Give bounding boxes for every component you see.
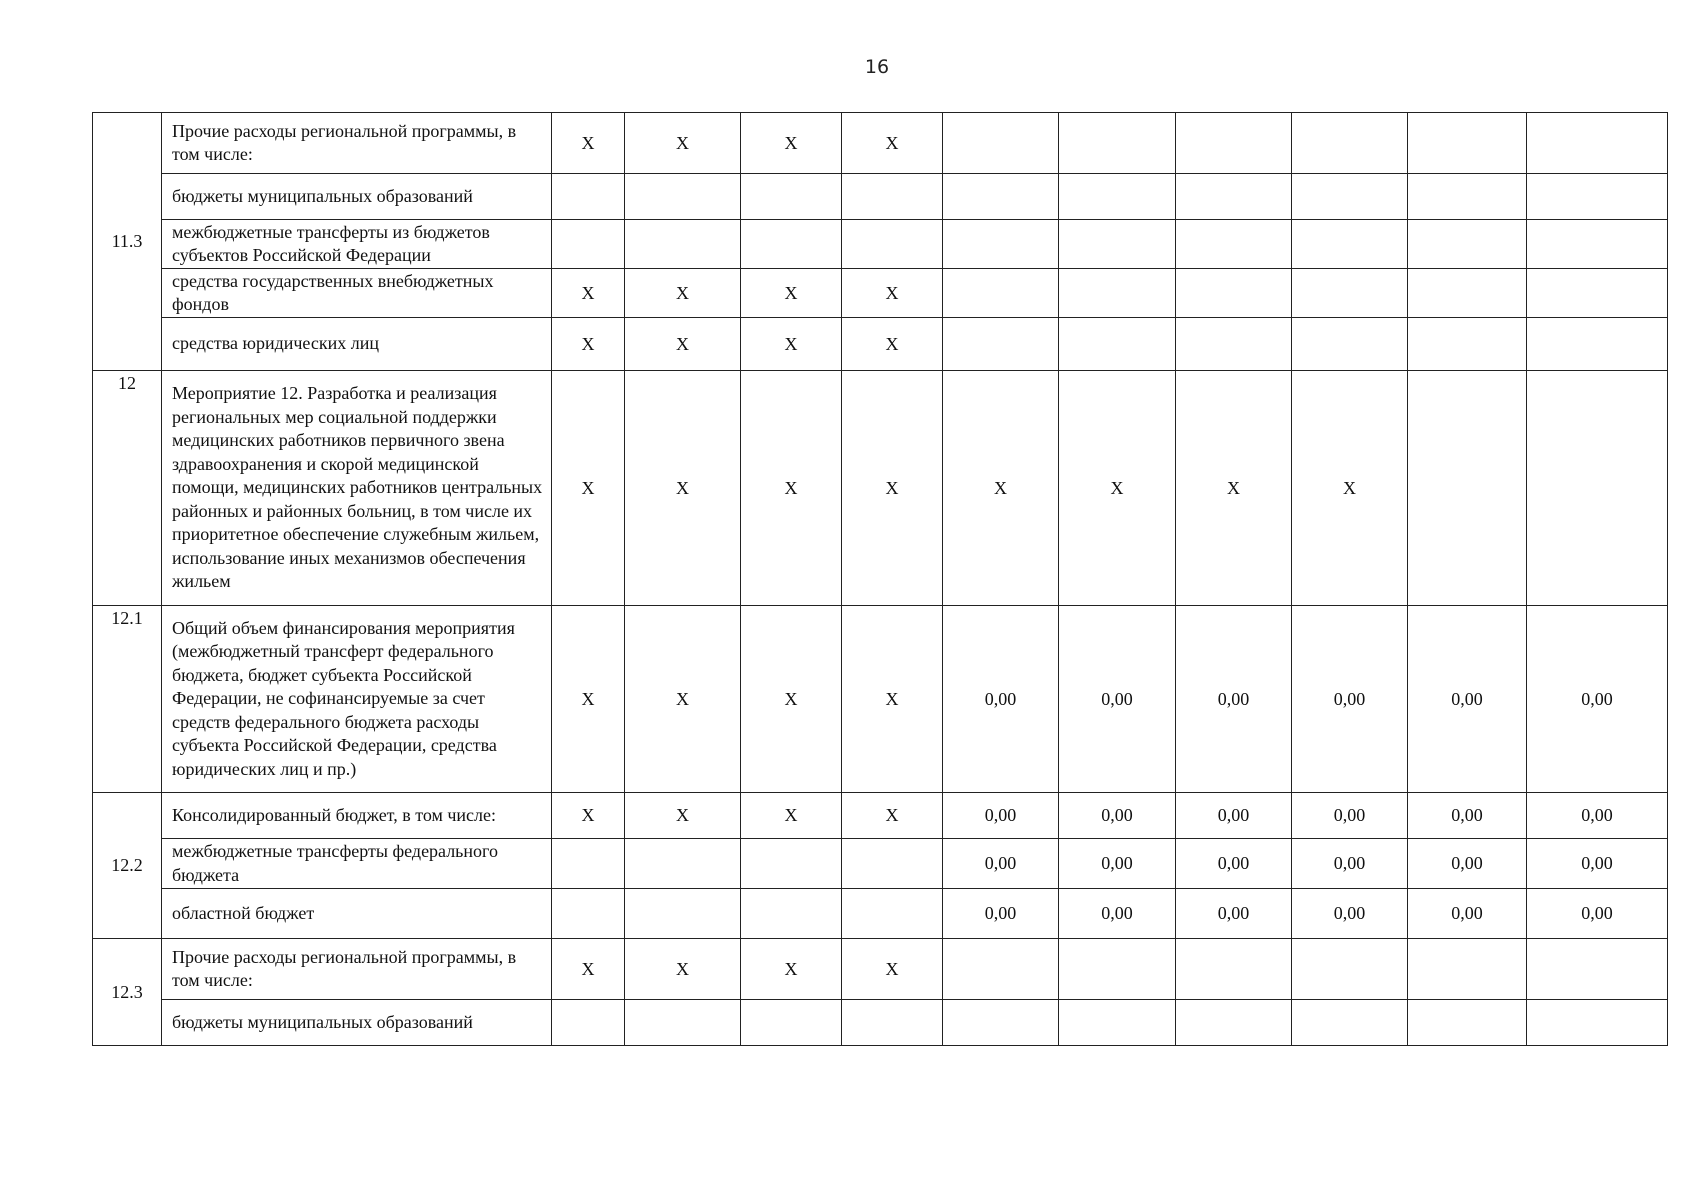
row-description: бюджеты муниципальных образований [162,174,552,220]
value-cell [1527,939,1668,1000]
value-cell [1408,269,1527,318]
value-cell: X [1059,371,1176,606]
value-cell [1176,1000,1292,1046]
value-cell [943,318,1059,371]
value-cell [842,1000,943,1046]
row-description: средства юридических лиц [162,318,552,371]
table-row [93,269,1668,318]
value-cell [1527,371,1668,606]
value-cell [552,889,625,939]
value-cell: X [741,318,842,371]
value-cell: X [842,269,943,318]
table-row [93,793,1668,839]
value-cell [625,220,741,269]
value-cell [1059,113,1176,174]
value-cell: 0,00 [1408,889,1527,939]
value-cell: X [741,371,842,606]
value-cell: 0,00 [943,839,1059,889]
row-description: Прочие расходы региональной программы, в том числе: [162,113,552,174]
value-cell: X [741,269,842,318]
value-cell [1292,318,1408,371]
value-cell [943,220,1059,269]
value-cell: 0,00 [1176,606,1292,793]
value-cell: X [625,318,741,371]
value-cell [1292,939,1408,1000]
value-cell: 0,00 [1059,889,1176,939]
value-cell [943,113,1059,174]
value-cell: X [842,371,943,606]
value-cell [1527,318,1668,371]
row-number: 11.3 [93,113,162,371]
value-cell: 0,00 [1176,839,1292,889]
row-description: областной бюджет [162,889,552,939]
value-cell [552,174,625,220]
row-description: Общий объем финансирования мероприятия (межбюджетный трансферт федерального бюджета, бюджет субъекта Российской Федерации, не софинансируемые за счет средств федерального бюджета расходы субъекта Российской Федерации, средства юридических лиц и пр.) [162,606,552,793]
value-cell [741,1000,842,1046]
budget-table-container [92,112,1668,1046]
value-cell [741,889,842,939]
value-cell: 0,00 [1059,606,1176,793]
value-cell [943,174,1059,220]
value-cell [943,939,1059,1000]
row-description: бюджеты муниципальных образований [162,1000,552,1046]
value-cell: 0,00 [1527,889,1668,939]
table-row [93,220,1668,269]
value-cell [1059,174,1176,220]
value-cell [1408,1000,1527,1046]
value-cell [625,174,741,220]
value-cell [1527,174,1668,220]
row-description: Прочие расходы региональной программы, в том числе: [162,939,552,1000]
value-cell: 0,00 [1059,839,1176,889]
value-cell: 0,00 [1176,889,1292,939]
row-description: межбюджетные трансферты из бюджетов субъектов Российской Федерации [162,220,552,269]
value-cell [1292,1000,1408,1046]
value-cell: 0,00 [1292,793,1408,839]
table-row [93,839,1668,889]
value-cell: X [625,269,741,318]
value-cell [1408,939,1527,1000]
value-cell: X [552,113,625,174]
value-cell: X [552,269,625,318]
value-cell [1059,939,1176,1000]
row-number: 12 [93,371,162,606]
value-cell [1408,113,1527,174]
value-cell: X [741,606,842,793]
value-cell: X [842,606,943,793]
value-cell: 0,00 [1527,793,1668,839]
value-cell: X [741,113,842,174]
value-cell [1059,318,1176,371]
value-cell [1176,318,1292,371]
value-cell: 0,00 [943,889,1059,939]
budget-table [92,112,1668,1046]
value-cell: 0,00 [1059,793,1176,839]
value-cell: X [625,606,741,793]
value-cell: X [552,371,625,606]
value-cell: 0,00 [1292,839,1408,889]
value-cell [1408,174,1527,220]
value-cell: 0,00 [1527,839,1668,889]
value-cell [1176,174,1292,220]
value-cell: X [842,939,943,1000]
value-cell [1176,939,1292,1000]
value-cell: X [625,793,741,839]
page-number: 16 [864,56,890,78]
value-cell: X [842,793,943,839]
value-cell: X [625,113,741,174]
value-cell [1176,113,1292,174]
value-cell [1408,371,1527,606]
row-number: 12.3 [93,939,162,1046]
value-cell [1527,269,1668,318]
value-cell [741,174,842,220]
value-cell: 0,00 [1408,793,1527,839]
value-cell: X [1176,371,1292,606]
value-cell [1059,1000,1176,1046]
value-cell: X [943,371,1059,606]
value-cell [625,889,741,939]
value-cell: X [625,939,741,1000]
value-cell [741,220,842,269]
value-cell [1292,269,1408,318]
value-cell: X [552,793,625,839]
table-row [93,889,1668,939]
value-cell: X [625,371,741,606]
row-number: 12.2 [93,793,162,939]
row-number: 12.1 [93,606,162,793]
row-description: межбюджетные трансферты федерального бюджета [162,839,552,889]
row-description: Консолидированный бюджет, в том числе: [162,793,552,839]
value-cell: X [741,793,842,839]
value-cell [1292,113,1408,174]
value-cell [842,174,943,220]
value-cell [943,269,1059,318]
value-cell [1527,220,1668,269]
value-cell: X [552,939,625,1000]
table-row [93,371,1668,606]
value-cell [1292,174,1408,220]
value-cell [842,839,943,889]
value-cell: X [842,318,943,371]
value-cell [1408,220,1527,269]
table-row [93,606,1668,793]
value-cell [552,1000,625,1046]
value-cell [1408,318,1527,371]
value-cell [842,220,943,269]
table-row [93,939,1668,1000]
value-cell: X [552,318,625,371]
value-cell: X [741,939,842,1000]
value-cell: 0,00 [1292,606,1408,793]
row-description: средства государственных внебюджетных фондов [162,269,552,318]
table-row [93,174,1668,220]
value-cell [552,220,625,269]
value-cell: 0,00 [1408,606,1527,793]
value-cell [625,839,741,889]
value-cell [625,1000,741,1046]
table-row [93,318,1668,371]
row-description: Мероприятие 12. Разработка и реализация региональных мер социальной поддержки медицинских работников первичного звена здравоохранения и скорой медицинской помощи, медицинских работников центральных районных и районных больниц, в том числе их приоритетное обеспечение служебным жильем, использование иных механизмов обеспечения жильем [162,371,552,606]
value-cell: 0,00 [943,606,1059,793]
value-cell [1176,220,1292,269]
value-cell [741,839,842,889]
value-cell [552,839,625,889]
value-cell: 0,00 [943,793,1059,839]
value-cell: 0,00 [1176,793,1292,839]
value-cell: 0,00 [1408,839,1527,889]
value-cell [1059,220,1176,269]
value-cell: X [1292,371,1408,606]
table-row [93,113,1668,174]
value-cell: X [842,113,943,174]
value-cell [842,889,943,939]
table-row [93,1000,1668,1046]
value-cell [1527,113,1668,174]
value-cell: 0,00 [1527,606,1668,793]
value-cell: X [552,606,625,793]
value-cell [1176,269,1292,318]
value-cell [1527,1000,1668,1046]
value-cell [1292,220,1408,269]
value-cell [943,1000,1059,1046]
value-cell: 0,00 [1292,889,1408,939]
value-cell [1059,269,1176,318]
